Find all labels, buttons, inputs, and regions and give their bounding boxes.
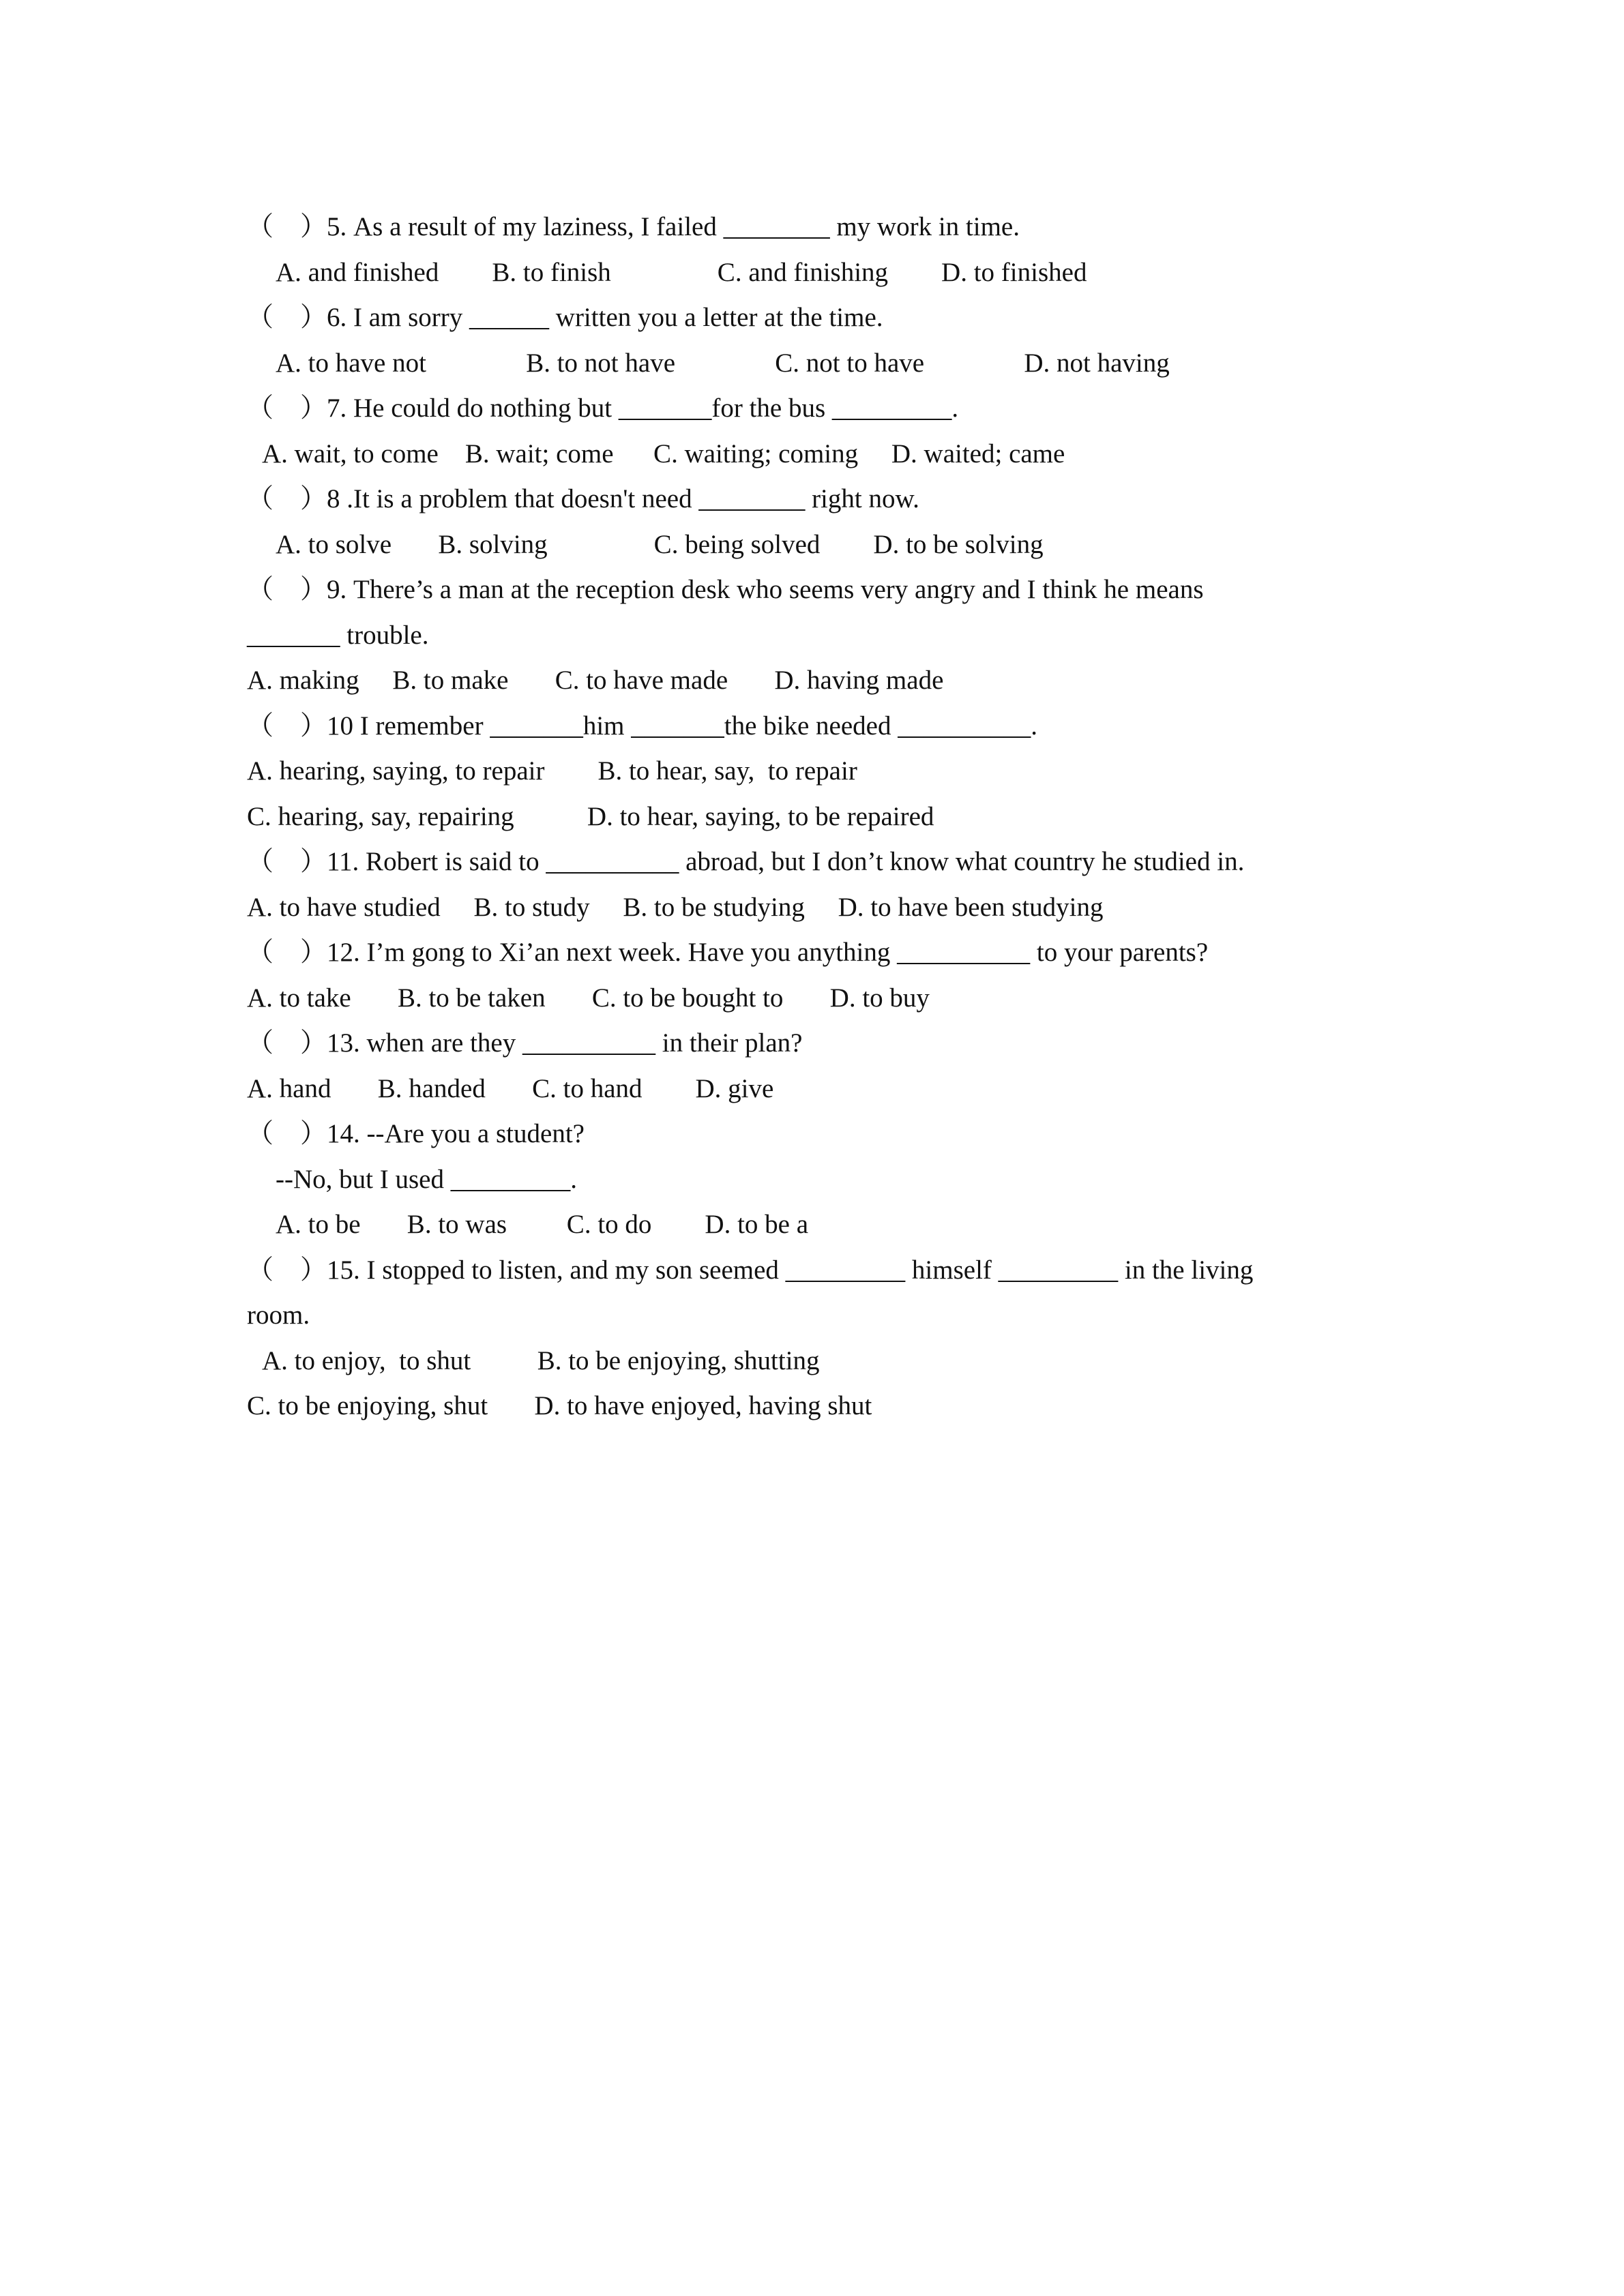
question-15-continued: room.	[247, 1300, 310, 1330]
question-14-reply: --No, but I used _________.	[276, 1164, 577, 1194]
options-8: A. to solve B. solving C. being solved D. to be solving	[276, 529, 1044, 559]
question-6: （ ）6. I am sorry ______ written you a letter at the time.	[247, 303, 883, 332]
question-5: （ ）5. As a result of my laziness, I failed ________ my work in time.	[247, 212, 1020, 241]
question-12: （ ）12. I’m gong to Xi’an next week. Have you anything __________ to your parents?	[247, 938, 1209, 967]
options-13: A. hand B. handed C. to hand D. give	[247, 1073, 774, 1103]
question-7: （ ）7. He could do nothing but _______for the bus _________.	[247, 393, 959, 423]
exercise-text	[247, 205, 1379, 1429]
options-10-ab: A. hearing, saying, to repair B. to hear, say, to repair	[247, 756, 857, 786]
options-11: A. to have studied B. to study B. to be studying D. to have been studying	[247, 892, 1104, 922]
options-9: A. making B. to make C. to have made D. having made	[247, 666, 944, 695]
question-9: （ ）9. There’s a man at the reception desk who seems very angry and I think he means	[247, 575, 1204, 604]
options-10-cd: C. hearing, say, repairing D. to hear, saying, to be repaired	[247, 801, 934, 831]
options-15-ab: A. to enjoy, to shut B. to be enjoying, shutting	[262, 1345, 820, 1375]
question-10: （ ）10 I remember _______him _______the bike needed __________.	[247, 711, 1037, 741]
options-15-cd: C. to be enjoying, shut D. to have enjoyed, having shut	[247, 1391, 872, 1420]
options-6: A. to have not B. to not have C. not to have D. not having	[276, 348, 1170, 378]
options-7: A. wait, to come B. wait; come C. waiting; coming D. waited; came	[262, 438, 1065, 468]
options-5: A. and finished B. to finish C. and finishing D. to finished	[276, 257, 1087, 287]
question-13: （ ）13. when are they __________ in their plan?	[247, 1028, 803, 1058]
question-8: （ ）8 .It is a problem that doesn't need ________ right now.	[247, 484, 919, 513]
options-12: A. to take B. to be taken C. to be bought to D. to buy	[247, 983, 930, 1013]
question-15: （ ）15. I stopped to listen, and my son seemed _________ himself _________ in the living	[247, 1255, 1254, 1285]
question-9-continued: _______ trouble.	[247, 620, 429, 650]
options-14: A. to be B. to was C. to do D. to be a	[276, 1210, 809, 1239]
question-14: （ ）14. --Are you a student?	[247, 1119, 585, 1148]
question-11: （ ）11. Robert is said to __________ abroad, but I don’t know what country he studied in.	[247, 847, 1245, 876]
